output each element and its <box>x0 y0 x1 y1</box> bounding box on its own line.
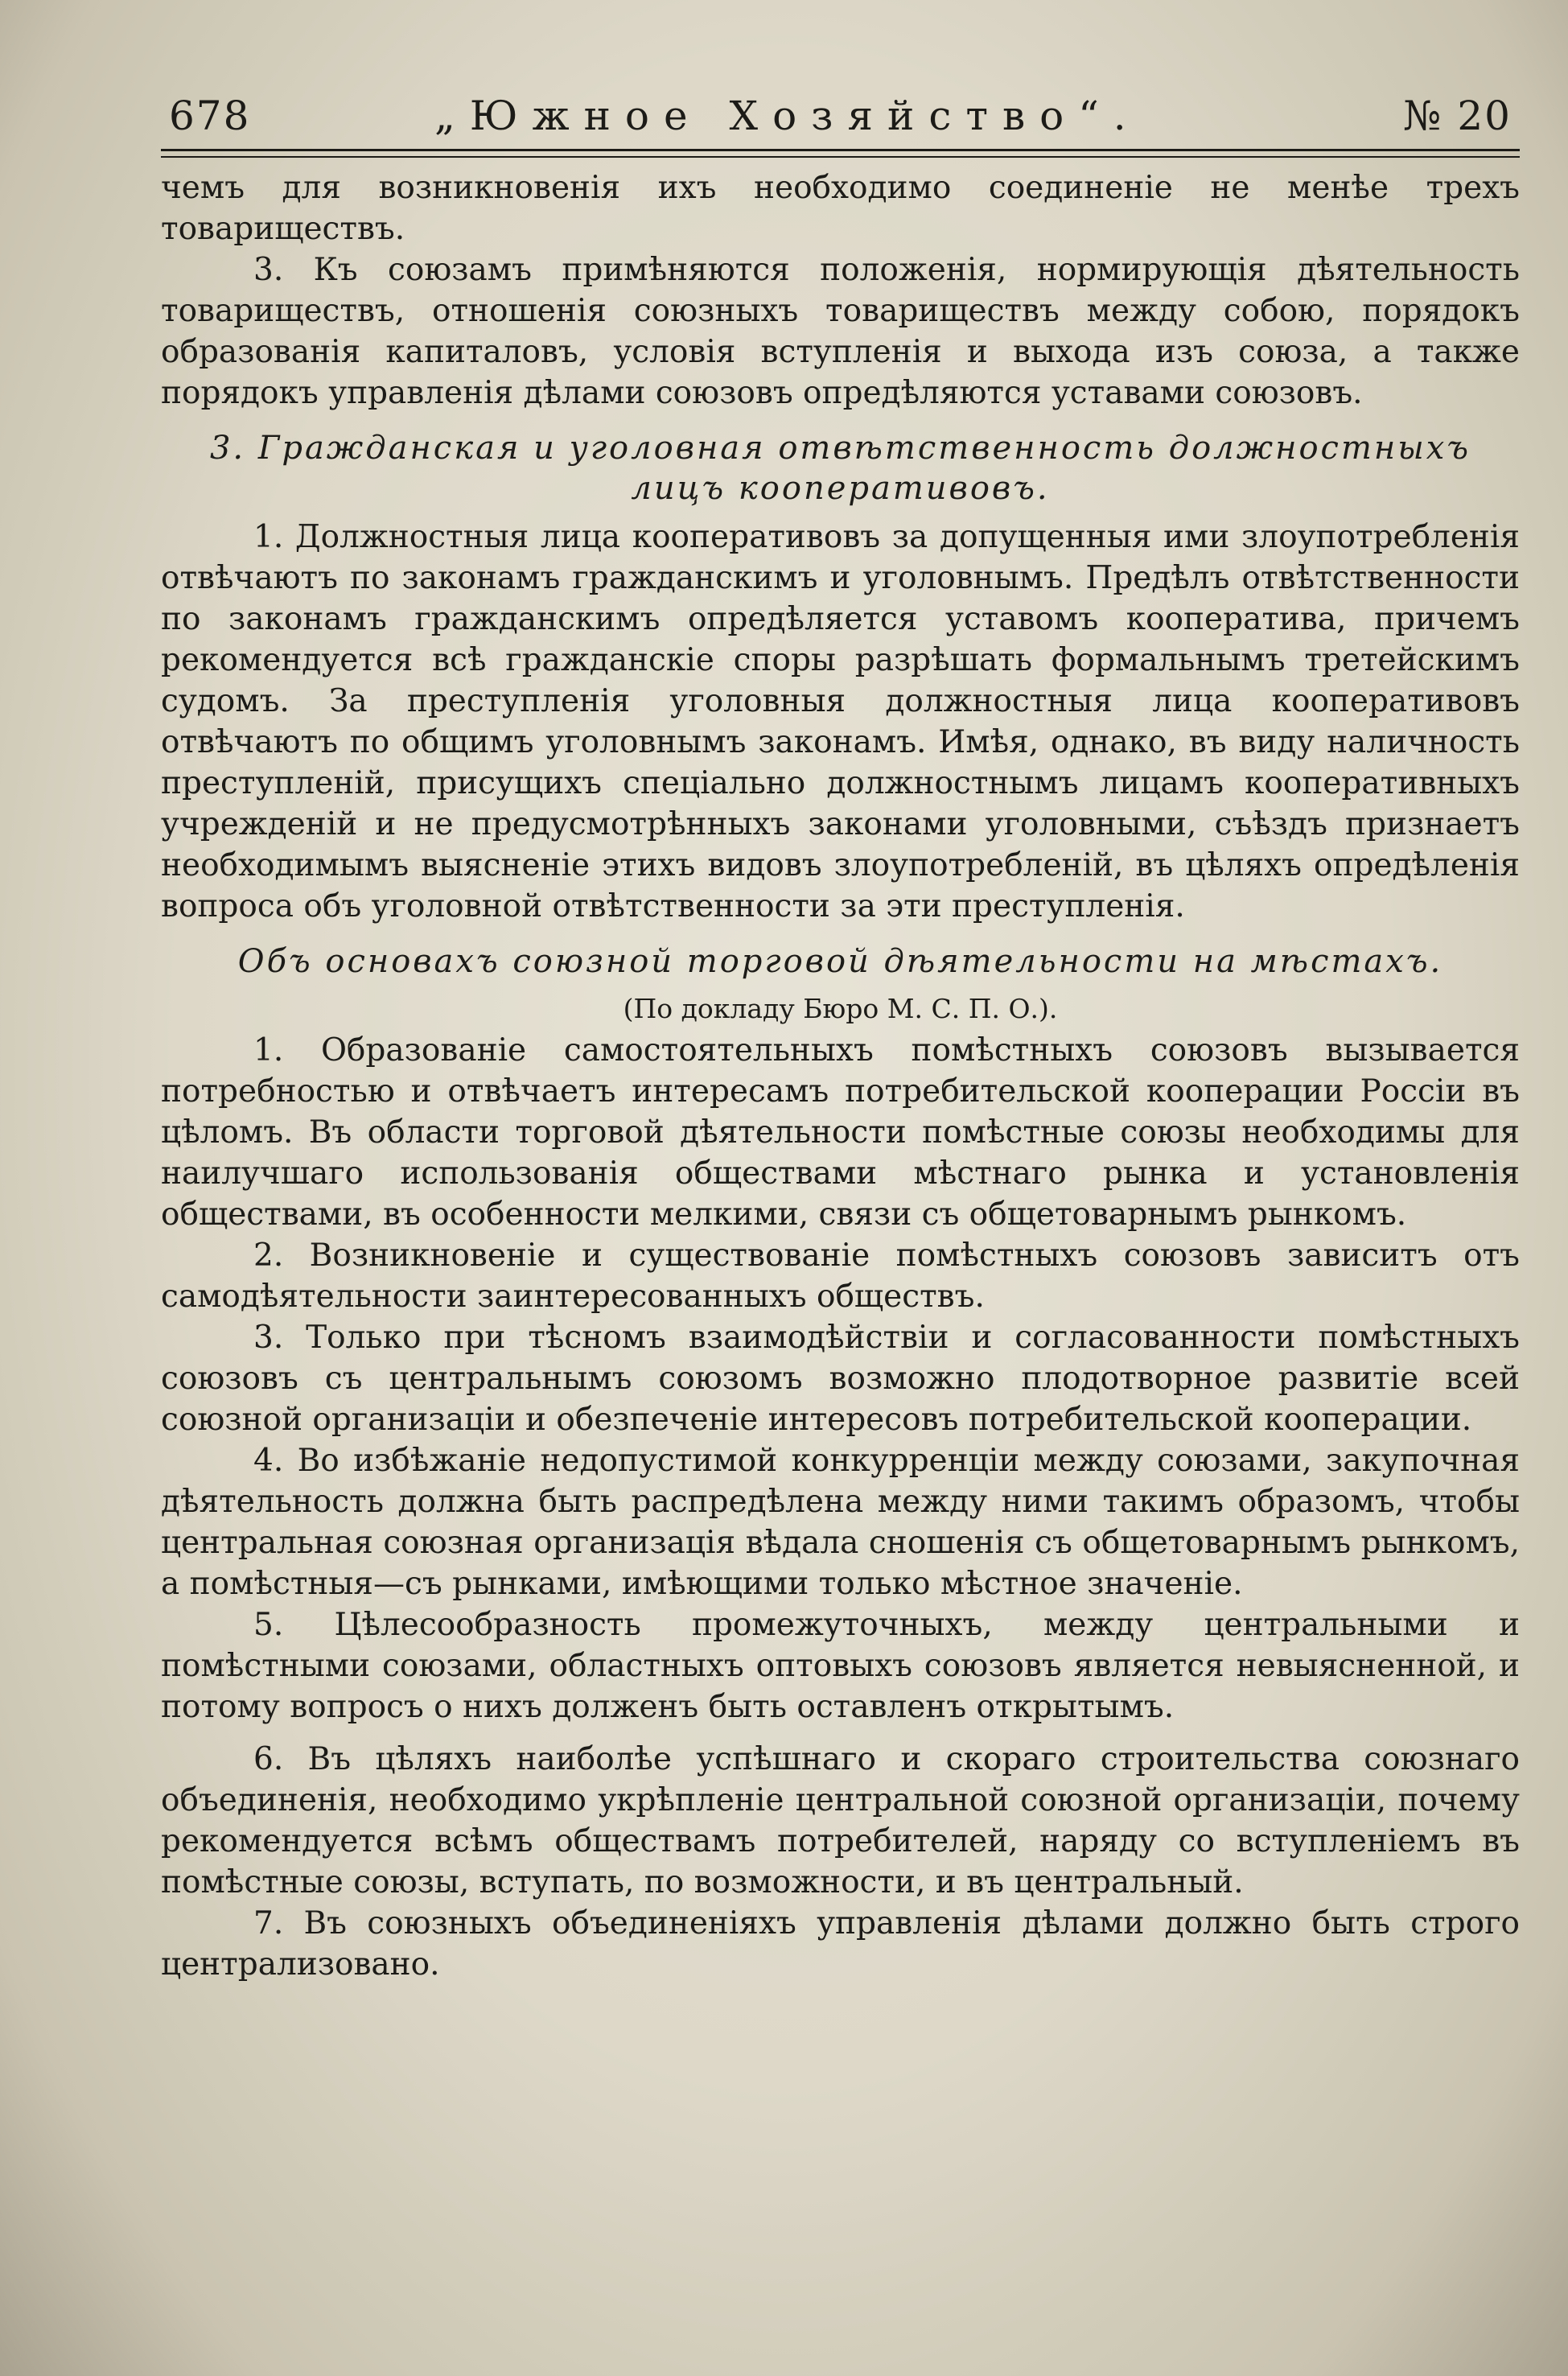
item-1: 1. Образованіе самостоятельныхъ помѣстныхъ союзовъ вызывается потребностью и отвѣчаетъ интересамъ потребительской кооперации Россіи въ цѣломъ. Въ области торговой дѣятельности помѣстные союзы необходимы для наилучшаго использованія обществами мѣстнаго рынка и установленія обществами, въ особенности мелкими, связи съ общетоварнымъ рынкомъ. <box>161 1032 1520 1233</box>
page-number: 678 <box>169 93 251 139</box>
section-heading-trade-activity: Объ основахъ союзной торговой дѣятельности на мѣстахъ. <box>237 943 1443 980</box>
item-2: 2. Возникновеніе и существованіе помѣстныхъ союзовъ зависитъ отъ самодѣятельности заинтересованныхъ обществъ. <box>161 1237 1520 1315</box>
issue-number: № 20 <box>1403 93 1512 139</box>
item-3: 3. Только при тѣсномъ взаимодѣйствіи и согласованности помѣстныхъ союзовъ съ центральнымъ союзомъ возможно плодотворное развитіе всей союзной организаціи и обезпеченіе интересовъ потребительской кооперации. <box>161 1320 1520 1438</box>
section-report-note: (По докладу Бюро М. С. П. О.). <box>623 993 1058 1024</box>
paragraph-liability: 1. Должностныя лица кооперативовъ за допущенныя ими злоупотребленія отвѣчаютъ по законамъ гражданскимъ и уголовнымъ. Предѣлъ отвѣтственности по законамъ гражданскимъ опредѣляется уставомъ кооператива, причемъ рекомендуется всѣ гражданскіе споры разрѣшать формальнымъ третейскимъ судомъ. За преступленія уголовныя должностныя лица кооперативовъ отвѣчаютъ по общимъ уголовнымъ законамъ. Имѣя, однако, въ виду наличность преступленій, присущихъ спеціально должностнымъ лицамъ кооперативныхъ учрежденій и не предусмотрѣнныхъ законами уголовными, съѣздъ признаетъ необходимымъ выясненіе этихъ видовъ злоупотребленій, въ цѣляхъ опредѣленія вопроса объ уголовной отвѣтственности за эти преступленія. <box>161 519 1520 924</box>
item-6: 6. Въ цѣляхъ наиболѣе успѣшнаго и скораго строительства союзнаго объединенія, необходимо укрѣпленіе центральной союзной организаціи, почему рекомендуется всѣмъ обществамъ потребителей, наряду со вступленіемъ въ помѣстные союзы, вступать, по возможности, и въ центральный. <box>161 1741 1520 1900</box>
item-7: 7. Въ союзныхъ объединеніяхъ управленія дѣлами должно быть строго централизовано. <box>161 1905 1520 1983</box>
journal-title: „Южное Хозяйство“. <box>434 93 1141 139</box>
header-rule-thin <box>161 156 1520 158</box>
paragraph-unions-regulations: 3. Къ союзамъ примѣняются положенія, нормирующія дѣятельность товариществъ, отношенія союзныхъ товариществъ между собою, порядокъ образованія капиталовъ, условія вступленія и выхода изъ союза, а также порядокъ управленія дѣлами союзовъ опредѣляются уставами союзовъ. <box>161 252 1520 411</box>
item-4: 4. Во избѣжаніе недопустимой конкурренціи между союзами, закупочная дѣятельность должна быть распредѣлена между ними такимъ образомъ, чтобы центральная союзная организація вѣдала сношенія съ общетоварнымъ рынкомъ, а помѣстныя—съ рынками, имѣющими только мѣстное значеніе. <box>161 1443 1520 1602</box>
section-heading-liability: 3. Гражданская и уголовная отвѣтственность должностныхъ лицъ кооперативовъ. <box>209 430 1471 507</box>
header-rule-thick <box>161 149 1520 151</box>
page-body <box>161 167 1520 1985</box>
spacer <box>161 1727 1520 1739</box>
paragraph-continuation: чемъ для возникновенія ихъ необходимо соединеніе не менѣе трехъ товариществъ. <box>161 170 1520 247</box>
item-5: 5. Цѣлесообразность промежуточныхъ, между центральными и помѣстными союзами, областныхъ оптовыхъ союзовъ является невыясненной, и потому вопросъ о нихъ долженъ быть оставленъ открытымъ. <box>161 1607 1520 1725</box>
running-header <box>161 84 1520 149</box>
